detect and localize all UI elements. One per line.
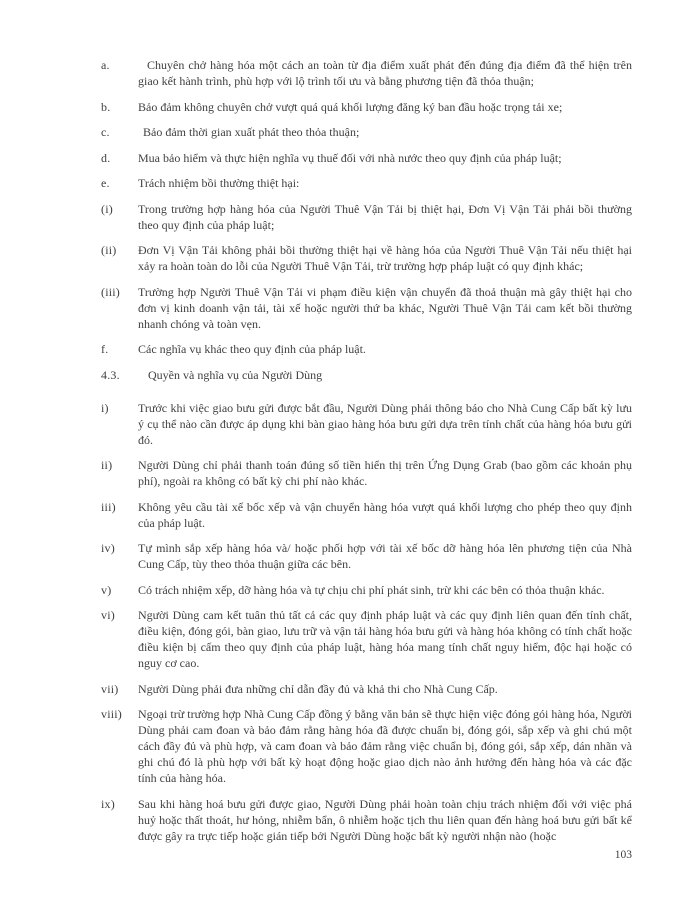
list-item-label: f. <box>101 342 109 356</box>
list-item-text: Không yêu cầu tài xế bốc xếp và vận chuyển hàng hóa vượt quá khối lượng cho phép theo quy định của pháp luật. <box>138 499 632 530</box>
list-item <box>101 607 632 671</box>
list-item-text: Ngoại trừ trường hợp Nhà Cung Cấp đồng ý bằng văn bản sẽ thực hiện việc đóng gói hàng hóa, Người Dùng phải cam đoan và bảo đảm rằng hàng hóa đã được chuẩn bị, đóng gói, sắp xếp và ghi chú một cách đầy đủ và phù hợp, và cam đoan và bảo đảm rằng việc chuẩn bị, đóng gói, sắp xếp, dán nhãn và ghi chú đó là phù hợp với bất kỳ hoạt động hoặc giao dịch nào ảnh hưởng đến hàng hóa và các đặc tính của hàng hóa. <box>138 707 632 785</box>
section-heading <box>101 367 632 383</box>
list-item-label: (i) <box>101 201 113 216</box>
list-item <box>101 796 632 844</box>
list-item <box>101 400 632 448</box>
list-item-text: Sau khi hàng hoá bưu gửi được giao, Người Dùng phải hoàn toàn chịu trách nhiệm đối với việc phá huỷ hoặc thất thoát, hư hỏng, nhiễm bẩn, ô nhiễm hoặc tịch thu liên quan đến hàng hoá bưu gửi bất kể được gây ra trực tiếp hoặc gián tiếp bởi Người Dùng hoặc bất kỳ người nhận nào (hoặc <box>138 796 632 843</box>
list-item-text: Trong trường hợp hàng hóa của Người Thuê Vận Tải bị thiệt hại, Đơn Vị Vận Tải phải bồi thường theo quy định của pháp luật; <box>138 201 632 232</box>
list-item <box>101 706 632 786</box>
list-item <box>101 681 632 697</box>
list-item-text: Trước khi việc giao bưu gửi được bắt đầu, Người Dùng phải thông báo cho Nhà Cung Cấp bất kỳ lưu ý cụ thể nào cần được áp dụng khi bàn giao hàng hóa bưu gửi dựa trên tính chất của hàng hóa bưu gửi đó. <box>138 400 632 447</box>
list-item-label: ix) <box>101 796 115 811</box>
list-item-text: Tự mình sắp xếp hàng hóa và/ hoặc phối hợp với tài xế bốc dỡ hàng hóa lên phương tiện của Nhà Cung Cấp, tùy theo thỏa thuận giữa các bên. <box>138 541 632 571</box>
document-body <box>101 57 632 844</box>
page-number: 103 <box>614 849 632 861</box>
list-item-label: i) <box>101 400 109 415</box>
list-item-text: Quyền và nghĩa vụ của Người Dùng <box>148 367 323 382</box>
list-item-label: vi) <box>101 608 115 622</box>
list-item <box>101 540 632 572</box>
list-item-text: Người Dùng phải đưa những chỉ dẫn đầy đủ và khả thi cho Nhà Cung Cấp. <box>138 681 498 696</box>
list-item-text: Người Dùng chỉ phải thanh toán đúng số tiền hiển thị trên Ứng Dụng Grab (bao gồm các khoản phụ phí), ngoài ra không có bất kỳ chi phí nào khác. <box>138 458 632 488</box>
list-item-label: viii) <box>101 707 122 721</box>
list-item-text: Bảo đảm thời gian xuất phát theo thỏa thuận; <box>143 125 360 139</box>
list-item <box>101 499 632 531</box>
list-item <box>101 150 632 166</box>
list-item <box>101 175 632 191</box>
list-item-text: Trách nhiệm bồi thường thiệt hại: <box>138 176 300 190</box>
list-item-label: c. <box>101 125 110 139</box>
list-item-label: b. <box>101 99 111 114</box>
list-item <box>101 242 632 274</box>
list-item <box>101 582 632 598</box>
list-item <box>101 284 632 332</box>
list-item-label: (ii) <box>101 243 117 257</box>
list-item <box>101 99 632 115</box>
list-item-text: Mua bảo hiểm và thực hiện nghĩa vụ thuế đối với nhà nước theo quy định của pháp luật; <box>138 150 562 165</box>
list-item-label: d. <box>101 150 111 165</box>
list-item-label: 4.3. <box>101 367 120 382</box>
list-item-label: iv) <box>101 541 115 555</box>
list-item-label: e. <box>101 176 110 190</box>
list-item <box>101 124 632 140</box>
list-item-text: Chuyên chở hàng hóa một cách an toàn từ địa điểm xuất phát đến đúng địa điểm đã thể hiện trên giao kết hành trình, phù hợp với lộ trình tối ưu và bằng phương tiện đã thỏa thuận; <box>138 58 632 88</box>
list-item <box>101 201 632 233</box>
list-item <box>101 57 632 89</box>
list-item-text: Bảo đảm không chuyên chở vượt quá quá khối lượng đăng ký ban đầu hoặc trọng tải xe; <box>138 99 563 114</box>
list-item-text: Trường hợp Người Thuê Vận Tải vi phạm điều kiện vận chuyển đã thoả thuận mà gây thiệt hại cho đơn vị kinh doanh vận tải, tài xế hoặc người thứ ba khác, Người Thuê Vận Tải cam kết bồi thường nhanh chóng và toàn vẹn. <box>138 284 632 331</box>
list-item-text: Các nghĩa vụ khác theo quy định của pháp luật. <box>138 342 366 356</box>
list-item-label: iii) <box>101 499 116 514</box>
list-item-text: Đơn Vị Vận Tải không phải bồi thường thiệt hại về hàng hóa của Người Thuê Vận Tải nếu thiệt hại xảy ra hoàn toàn do lỗi của Người Thuê Vận Tải, trừ trường hợp pháp luật có quy định khác; <box>138 243 632 273</box>
list-item-label: (iii) <box>101 284 120 299</box>
list-item-label: vii) <box>101 681 119 696</box>
list-item <box>101 341 632 357</box>
list-item-label: v) <box>101 582 112 597</box>
list-item-label: a. <box>101 58 110 72</box>
list-item-text: Có trách nhiệm xếp, dỡ hàng hóa và tự chịu chi phí phát sinh, trừ khi các bên có thỏa thuận khác. <box>138 582 605 597</box>
list-item-label: ii) <box>101 458 113 472</box>
list-item <box>101 457 632 489</box>
list-item-text: Người Dùng cam kết tuân thủ tất cả các quy định pháp luật và các quy định liên quan đến tính chất, điều kiện, đóng gói, bàn giao, lưu trữ và vận tải hàng hóa bưu gửi và hàng hóa không có tính chất hoặc điều kiện bị cấm theo quy định của pháp luật, hàng hóa mang tính chất nguy hiểm, độc hại hoặc có nguy cơ cao. <box>138 608 632 670</box>
